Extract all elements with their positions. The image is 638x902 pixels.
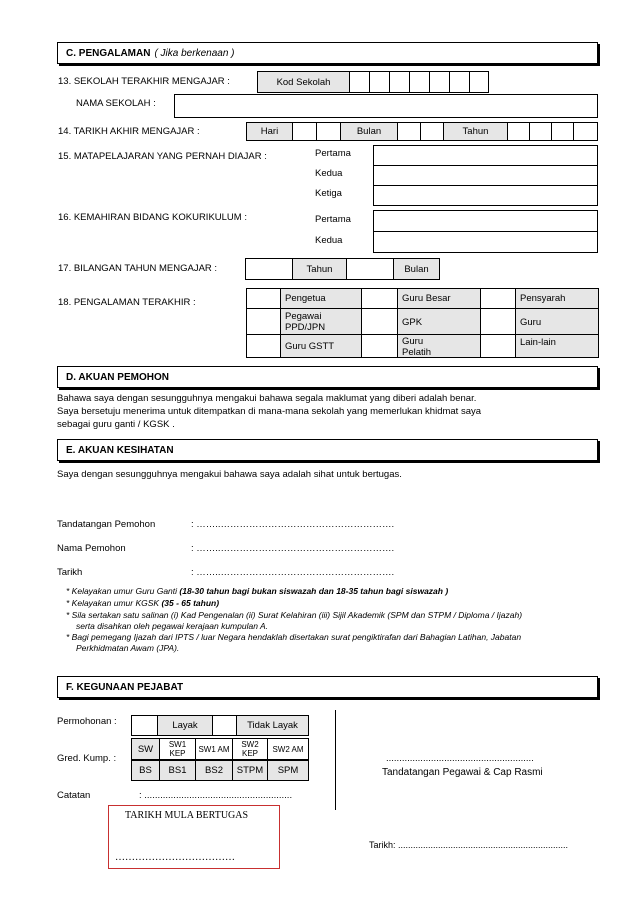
option-pensyarah — [515, 288, 599, 309]
option-gpk-label: GPK — [402, 317, 423, 328]
note-ipts: * Bagi pemegang Ijazah dari IPTS / luar Negara hendaklah disertakan surat pengiktirafan dari Bahagian Latihan, Jabatan — [66, 632, 522, 642]
option-guru-gstt-label: Guru GSTT — [285, 341, 335, 352]
note-age-guru-ganti — [66, 586, 448, 596]
option-gpk — [397, 308, 481, 335]
note-2-text: * Kelayakan umur KGSK — [66, 598, 162, 608]
subject-1-field[interactable] — [373, 145, 598, 166]
q13-label: 13. SEKOLAH TERAKHIR MENGAJAR : — [58, 76, 230, 87]
section-c-title: C. PENGALAMAN — [66, 47, 151, 59]
applicant-name-field[interactable]: : ……..………………………………………………. — [191, 543, 395, 554]
q15-label: 15. MATAPELAJARAN YANG PERNAH DIAJAR : — [58, 151, 267, 162]
school-name-label: NAMA SEKOLAH : — [76, 98, 156, 109]
tidak-layak-checkbox[interactable] — [212, 715, 237, 736]
last-teach-day-label: Hari — [246, 122, 293, 141]
tarikh-mula-label: TARIKH MULA BERTUGAS — [125, 810, 249, 821]
layak-label: Layak — [157, 715, 213, 736]
layak-checkbox[interactable] — [131, 715, 158, 736]
spm-option[interactable]: SPM — [267, 760, 309, 781]
last-teach-year-label: Tahun — [443, 122, 508, 141]
health-statement: Saya dengan sesungguhnya mengakui bahawa saya adalah sihat untuk bertugas. — [57, 469, 402, 480]
q14-label: 14. TARIKH AKHIR MENGAJAR : — [58, 126, 200, 137]
option-guru-pelatih-label: Guru Pelatih — [402, 336, 432, 358]
school-code-box[interactable] — [389, 71, 410, 93]
years-taught-label: Tahun — [292, 258, 347, 280]
option-guru-gstt — [280, 334, 362, 358]
subject-3-label: Ketiga — [315, 188, 342, 199]
section-f-title: F. KEGUNAAN PEJABAT — [66, 681, 184, 693]
school-name-field[interactable] — [174, 94, 598, 118]
note-age-kgsk — [66, 598, 219, 608]
officer-date-field[interactable]: Tarikh: .................................................................... — [369, 840, 569, 850]
checkbox-guru-gstt[interactable] — [246, 334, 281, 358]
sw1-kep-option[interactable]: SW1 KEP — [159, 738, 196, 760]
cocurricular-2-label: Kedua — [315, 235, 343, 246]
section-e-header — [57, 439, 598, 461]
declaration-line-2: Saya bersetuju menerima untuk ditempatkan di mana-mana sekolah yang memerlukan khidmat saya — [57, 406, 482, 417]
checkbox-guru[interactable] — [480, 308, 516, 335]
sw2-kep-option[interactable]: SW2 KEP — [232, 738, 268, 760]
note-1-bold: (18-30 tahun bagi bukan siswazah dan 18-35 tahun bagi siswazah ) — [179, 586, 449, 596]
tidak-layak-label: Tidak Layak — [236, 715, 309, 736]
option-guru-besar — [397, 288, 481, 309]
subject-1-label: Pertama — [315, 148, 351, 159]
q16-label: 16. KEMAHIRAN BIDANG KOKURIKULUM : — [58, 212, 247, 223]
section-c-header — [57, 42, 598, 64]
option-lain-lain-label: Lain-lain — [520, 337, 556, 348]
checkbox-gpk[interactable] — [361, 308, 398, 335]
applicant-name-label: Nama Pemohon — [57, 543, 126, 554]
note-ipts-cont: Perkhidmatan Awam (JPA). — [76, 643, 180, 653]
day-box[interactable] — [316, 122, 341, 141]
tarikh-mula-field[interactable]: ……………………………… — [115, 852, 235, 863]
checkbox-guru-pelatih[interactable] — [361, 334, 398, 358]
year-box[interactable] — [551, 122, 574, 141]
school-code-box[interactable] — [349, 71, 370, 93]
years-taught-field[interactable] — [245, 258, 293, 280]
last-teach-month-label: Bulan — [340, 122, 398, 141]
option-pengetua — [280, 288, 362, 309]
school-code-label: Kod Sekolah — [257, 71, 350, 93]
sw2-am-option[interactable]: SW2 AM — [267, 738, 309, 760]
bs1-option[interactable]: BS1 — [159, 760, 196, 781]
cocurricular-2-field[interactable] — [373, 231, 598, 253]
school-code-box[interactable] — [449, 71, 470, 93]
cocurricular-1-label: Pertama — [315, 214, 351, 225]
bs-label: BS — [131, 760, 160, 781]
sw-label: SW — [131, 738, 160, 760]
checkbox-pensyarah[interactable] — [480, 288, 516, 309]
q17-label: 17. BILANGAN TAHUN MENGAJAR : — [58, 263, 218, 274]
section-c-title-note: ( Jika berkenaan ) — [154, 47, 235, 59]
q18-label: 18. PENGALAMAN TERAKHIR : — [58, 297, 196, 308]
divider-line — [335, 710, 336, 810]
sw1-am-option[interactable]: SW1 AM — [195, 738, 233, 760]
section-d-header — [57, 366, 598, 388]
option-guru-pelatih — [397, 334, 481, 358]
catatan-field[interactable]: : ........................................................ — [139, 790, 293, 801]
tarikh-mula-box — [108, 805, 280, 869]
year-box[interactable] — [507, 122, 530, 141]
year-box[interactable] — [573, 122, 598, 141]
date-label: Tarikh — [57, 567, 83, 578]
option-pegawai-ppd-label: Pegawai PPD/JPN — [285, 311, 326, 333]
date-field[interactable]: : ……..………………………………………………. — [191, 567, 395, 578]
month-box[interactable] — [420, 122, 444, 141]
catatan-label: Catatan — [57, 790, 91, 801]
section-e-title: E. AKUAN KESIHATAN — [66, 444, 174, 456]
school-code-box[interactable] — [429, 71, 450, 93]
school-code-box[interactable] — [469, 71, 489, 93]
checkbox-pegawai-ppd[interactable] — [246, 308, 281, 335]
officer-signature-label: Tandatangan Pegawai & Cap Rasmi — [382, 767, 543, 778]
checkbox-pengetua[interactable] — [246, 288, 281, 309]
signature-label: Tandatangan Pemohon — [57, 519, 156, 530]
year-box[interactable] — [529, 122, 552, 141]
option-pengetua-label: Pengetua — [285, 293, 326, 304]
cocurricular-1-field[interactable] — [373, 210, 598, 232]
school-code-box[interactable] — [369, 71, 390, 93]
months-taught-field[interactable] — [346, 258, 394, 280]
subject-2-field[interactable] — [373, 165, 598, 186]
months-taught-label: Bulan — [393, 258, 440, 280]
subject-2-label: Kedua — [315, 168, 343, 179]
option-pensyarah-label: Pensyarah — [520, 293, 566, 304]
stpm-option[interactable]: STPM — [232, 760, 268, 781]
bs2-option[interactable]: BS2 — [195, 760, 233, 781]
option-guru-label: Guru — [520, 317, 542, 328]
permohonan-label: Permohonan : — [57, 716, 117, 727]
note-documents: * Sila sertakan satu salinan (i) Kad Pengenalan (ii) Surat Kelahiran (iii) Sijil Akademik (SPM dan STPM / Diploma / Ijazah) — [66, 610, 523, 620]
section-f-header — [57, 676, 598, 698]
option-guru-besar-label: Guru Besar — [402, 293, 451, 304]
signature-field[interactable]: : ……..………………………………………………. — [191, 519, 395, 530]
school-code-box[interactable] — [409, 71, 430, 93]
subject-3-field[interactable] — [373, 185, 598, 206]
checkbox-lain-lain[interactable] — [480, 334, 516, 358]
option-pegawai-ppd — [280, 308, 362, 335]
declaration-line-1: Bahawa saya dengan sesungguhnya mengakui bahawa segala maklumat yang diberi adalah benar. — [57, 393, 477, 404]
note-2-bold: (35 - 65 tahun) — [161, 598, 220, 608]
month-box[interactable] — [397, 122, 421, 141]
gred-label: Gred. Kump. : — [57, 753, 117, 764]
section-d-title: D. AKUAN PEMOHON — [66, 371, 169, 383]
checkbox-guru-besar[interactable] — [361, 288, 398, 309]
option-lain-lain — [515, 334, 599, 358]
option-guru — [515, 308, 599, 335]
day-box[interactable] — [292, 122, 317, 141]
note-documents-cont: serta disahkan oleh pegawai kerajaan kumpulan A. — [76, 621, 269, 631]
declaration-line-3: sebagai guru ganti / KGSK . — [57, 419, 175, 430]
note-1-text: * Kelayakan umur Guru Ganti — [66, 586, 180, 596]
officer-signature-field[interactable]: ........................................................ — [386, 753, 534, 764]
